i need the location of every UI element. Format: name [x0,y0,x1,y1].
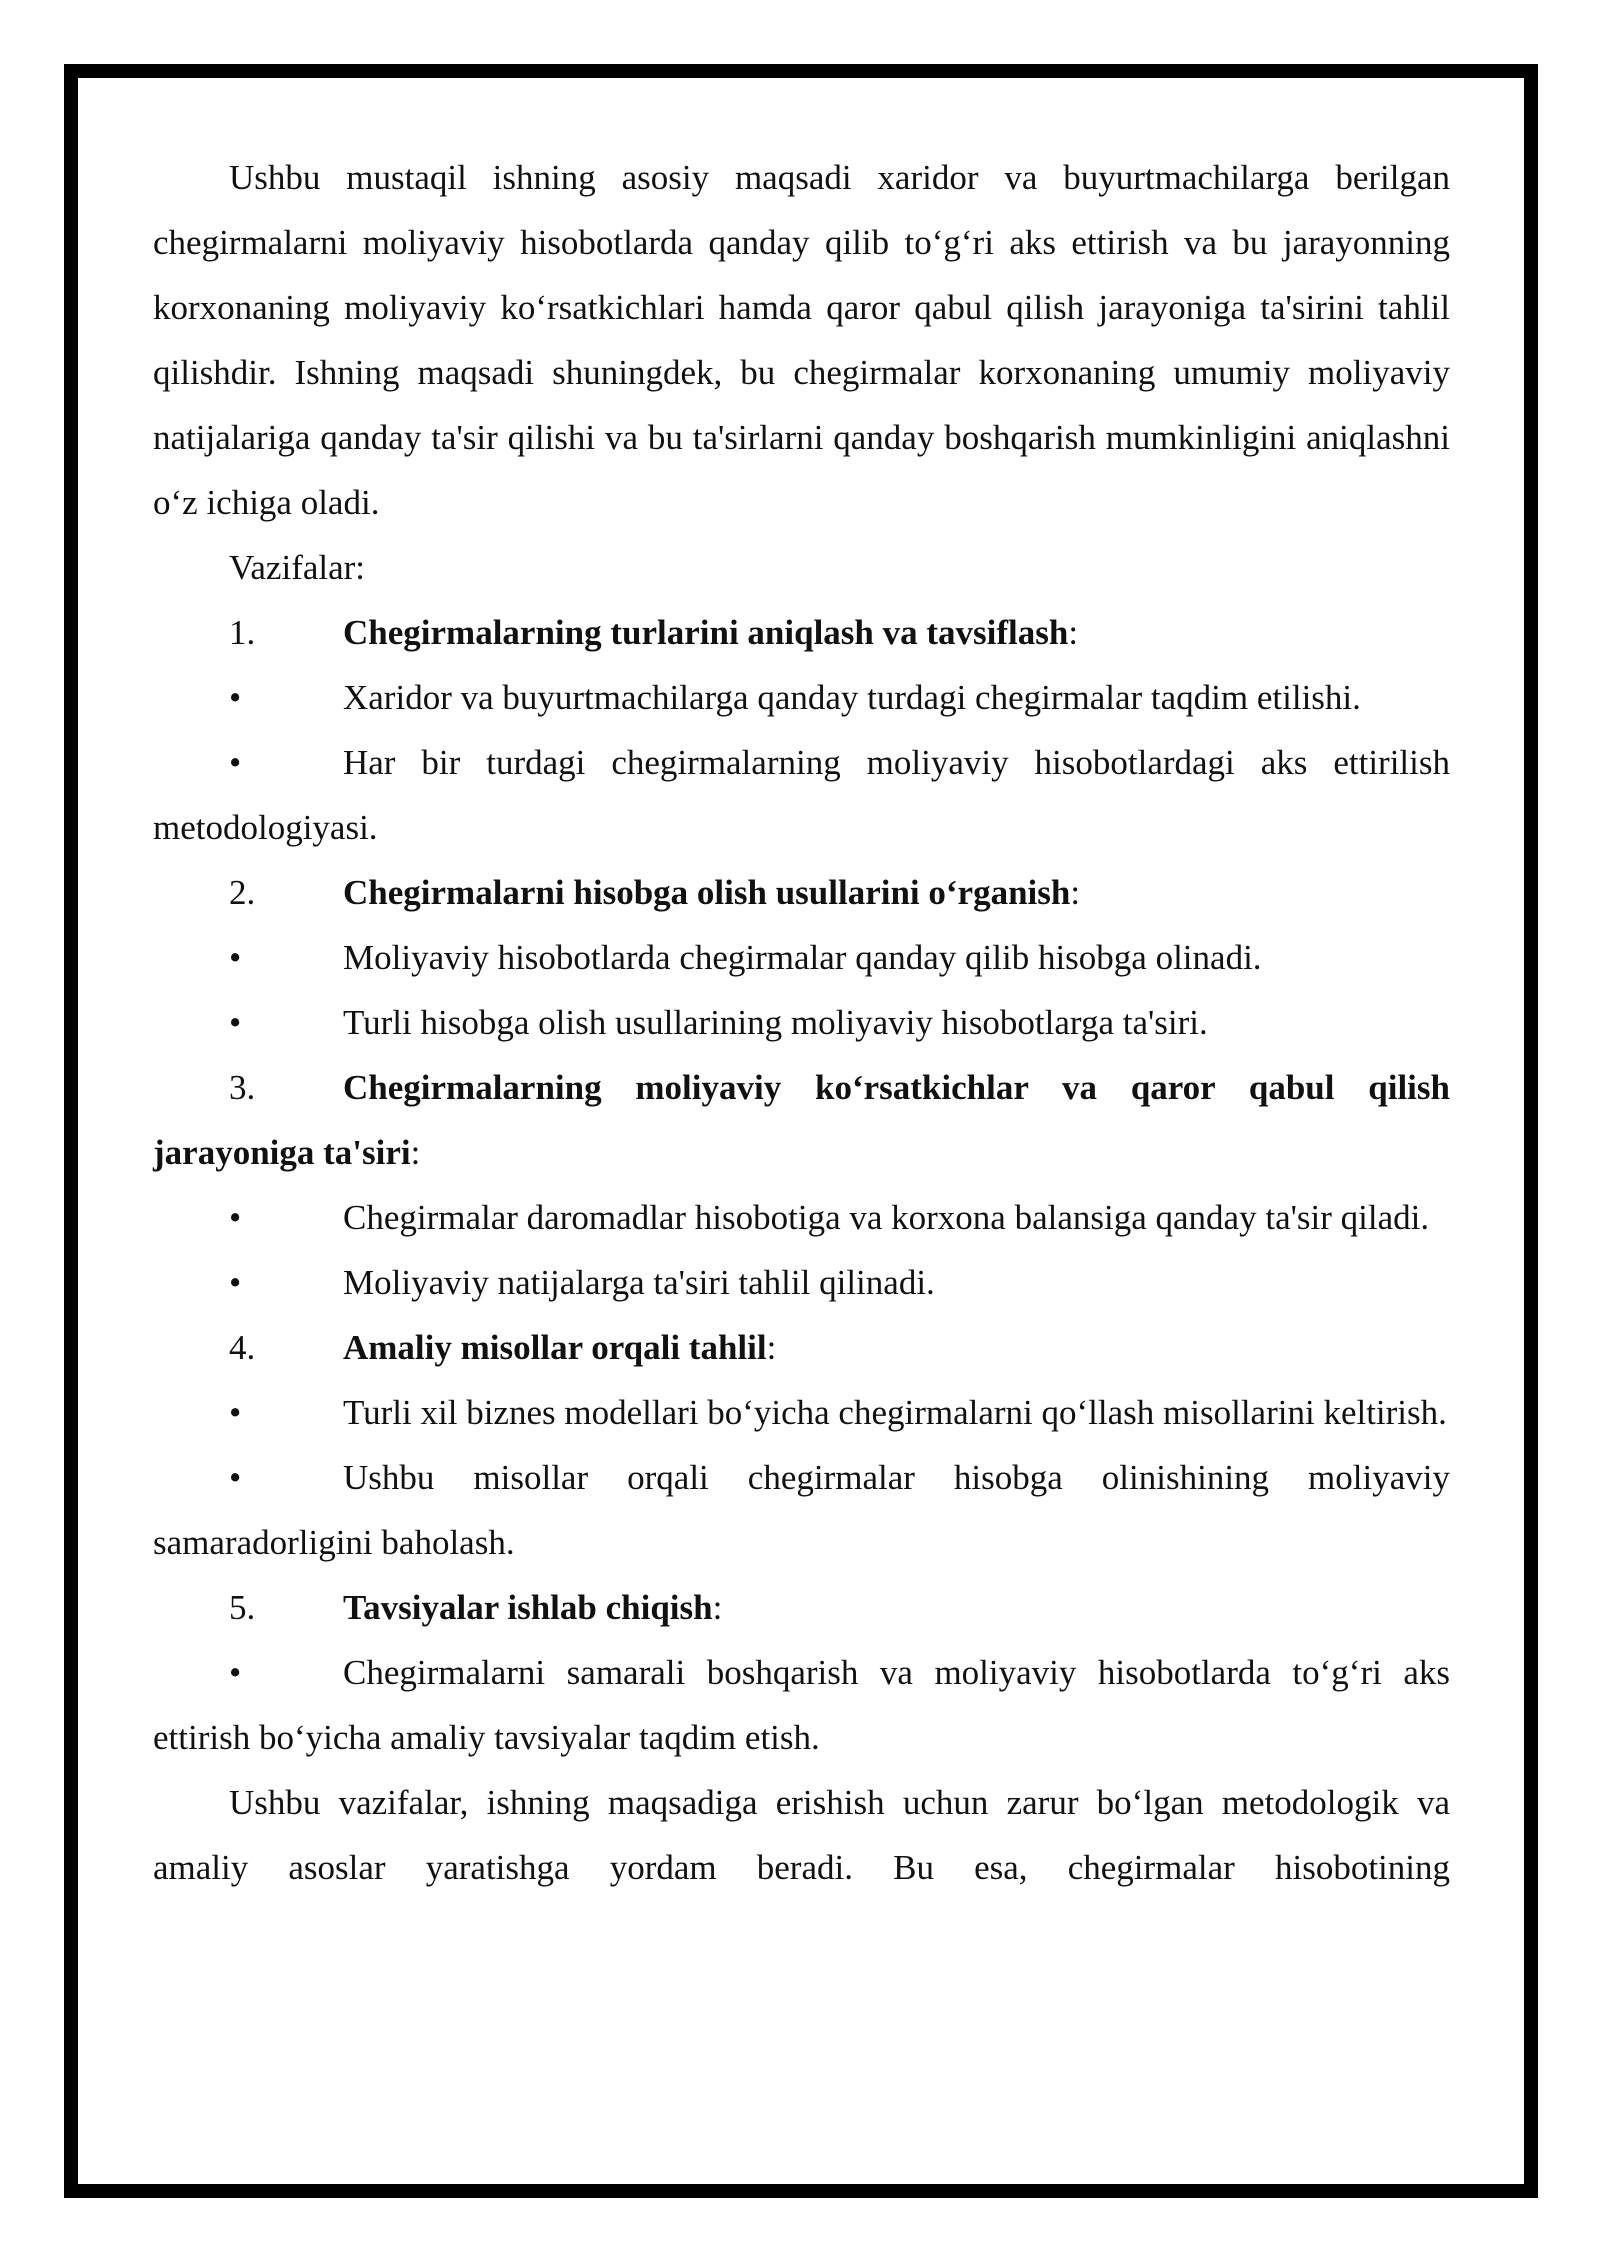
bullet-text: Moliyaviy hisobotlarda chegirmalar qanday qilib hisobga olinadi. [343,938,1262,977]
bullet-text: Chegirmalarni samarali boshqarish va moliyaviy hisobotlarda to‘g‘ri aks ettirish bo‘yicha amaliy tavsiyalar taqdim etish. [153,1653,1450,1757]
bullet-item [153,1380,1450,1445]
task-number: 3. [229,1068,256,1107]
tasks-heading: Vazifalar: [229,548,366,587]
bullet-text: Chegirmalar daromadlar hisobotiga va korxona balansiga qanday ta'sir qiladi. [343,1198,1430,1237]
bullet-text: Ushbu misollar orqali chegirmalar hisobga olinishining moliyaviy samaradorligini baholash. [153,1458,1450,1562]
closing-paragraph: Ushbu vazifalar, ishning maqsadiga erishish uchun zarur bo‘lgan metodologik va amaliy asoslar yaratishga yordam beradi. Bu esa, chegirmalar hisobotining [153,1783,1450,1887]
bullet-text: Turli xil biznes modellari bo‘yicha chegirmalarni qo‘llash misollarini keltirish. [343,1393,1447,1432]
task-item [153,1315,1450,1380]
bullet-marker: • [229,1263,242,1302]
task-number: 2. [229,873,256,912]
bullet-text: Turli hisobga olish usullarining moliyaviy hisobotlarga ta'siri. [343,1003,1208,1042]
task-number: 5. [229,1588,256,1627]
task-item [153,600,1450,665]
task-colon: : [712,1588,723,1627]
task-number: 1. [229,613,256,652]
bullet-item [153,925,1450,990]
task-colon: : [766,1328,777,1367]
bullet-text: Har bir turdagi chegirmalarning moliyaviy hisobotlardagi aks ettirilish metodologiyasi. [153,743,1450,847]
bullet-marker: • [229,678,242,717]
task-colon: : [410,1133,421,1172]
task-item [153,1055,1450,1185]
bullet-text: Moliyaviy natijalarga ta'siri tahlil qilinadi. [343,1263,935,1302]
task-title: Amaliy misollar orqali tahlil [343,1328,767,1367]
task-title: Chegirmalarni hisobga olish usullarini o‘rganish [343,873,1071,912]
bullet-item [153,1250,1450,1315]
bullet-marker: • [229,938,242,977]
bullet-item [153,1185,1450,1250]
task-title: Chegirmalarning moliyaviy ko‘rsatkichlar va qaror qabul qilish jarayoniga ta'siri [153,1068,1450,1172]
bullet-marker: • [229,1198,242,1237]
bullet-item [153,1445,1450,1575]
bullet-item [153,730,1450,860]
bullet-item [153,990,1450,1055]
task-title: Chegirmalarning turlarini aniqlash va tavsiflash [343,613,1069,652]
task-item [153,860,1450,925]
bullet-marker: • [229,1003,242,1042]
task-colon: : [1068,613,1079,652]
bullet-item [153,1640,1450,1770]
bullet-marker: • [229,1393,242,1432]
task-item [153,1575,1450,1640]
bullet-marker: • [229,1653,242,1692]
bullet-item [153,665,1450,730]
intro-paragraph: Ushbu mustaqil ishning asosiy maqsadi xaridor va buyurtmachilarga berilgan chegirmalarni moliyaviy hisobotlarda qanday qilib to‘g‘ri aks ettirish va bu jarayonning korxonaning moliyaviy ko‘rsatkichlari hamda qaror qabul qilish jarayoniga ta'sirini tahlil qilishdir. Ishning maqsadi shuningdek, bu chegirmalar korxonaning umumiy moliyaviy natijalariga qanday ta'sir qilishi va bu ta'sirlarni qanday boshqarish mumkinligini aniqlashni o‘z ichiga oladi. [153,158,1450,522]
document-body [153,145,1450,1900]
task-colon: : [1070,873,1081,912]
bullet-marker: • [229,1458,242,1497]
task-title: Tavsiyalar ishlab chiqish [343,1588,713,1627]
bullet-text: Xaridor va buyurtmachilarga qanday turdagi chegirmalar taqdim etilishi. [343,678,1361,717]
bullet-marker: • [229,743,242,782]
task-number: 4. [229,1328,256,1367]
